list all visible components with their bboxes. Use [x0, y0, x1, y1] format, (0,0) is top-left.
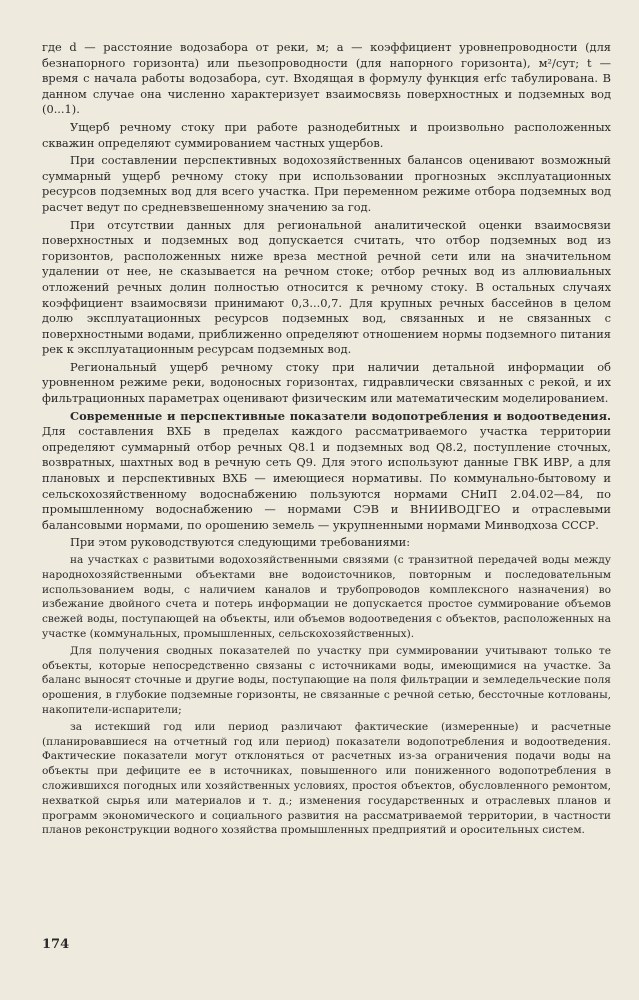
page-number: 174	[42, 937, 70, 952]
paragraph-definitions: где d — расстояние водозабора от реки, м; a — коэффициент уровнепроводности (для безнапорного горизонта) или пьезопроводности (для напорного горизонта), м²/сут; t — время с начала работы водозабора, сут. Входящая в формулу функция erfc табулирована. В данном случае она численно характеризует взаимосвязь поверхностных и подземных вод (0...1).	[42, 40, 611, 117]
paragraph-requirement-2: Для получения сводных показателей по участку при суммировании учитывают только те объекты, которые непосредственно связаны с источниками воды, имеющимися на участке. За баланс выносят сточные и другие воды, поступающие на поля фильтрации и земледельческие поля орошения, в глубокие подземные горизонты, не связанные с речной сетью, бессточные котлованы, накопители-испарители;	[42, 644, 611, 716]
paragraph-regional-damage: Региональный ущерб речному стоку при наличии детальной информации об уровненном режиме реки, водоносных горизонтах, гидравлически связанных с рекой, и их фильтрационных параметрах оценивают физическим или математическим моделированием.	[42, 359, 611, 406]
paragraph-requirement-3: за истекший год или период различают фактические (измеренные) и расчетные (планировавшиеся на отчетный год или период) показатели водопотребления и водоотведения. Фактические показатели могут отклоняться от расчетных из-за ограничения подачи воды на объекты при дефиците ее в источниках, повышенного или пониженного водопотребления в сложившихся погодных или хозяйственных условиях, простоя объектов, обусловленного ремонтом, нехваткой сырья или материалов и т. д.; изменения государственных и отраслевых планов и программ экономического и социального развития на рассматриваемой территории, в частности планов реконструкции водного хозяйства промышленных предприятий и оросительных систем.	[42, 720, 611, 837]
paragraph-damage-wells: Ущерб речному стоку при работе разнодебитных и произвольно расположенных скважин определяют суммированием частных ущербов.	[42, 119, 611, 150]
paragraph-requirements-intro: При этом руководствуются следующими требованиями:	[70, 535, 411, 550]
paragraph-indicators-body: Для составления ВХБ в пределах каждого рассматриваемого участка территории определяют суммарный отбор речных Q8.1 и подземных вод Q8.2, поступление сточных, возвратных, шахтных вод в речную сеть Q9. Для этого используют данные ГВК ИВР, а для плановых и перспективных ВХБ — имеющиеся нормативы. По коммунально-бытовому и сельскохозяйственному водоснабжению пользуются нормами СНиП 2.04.02—84, по промышленному водоснабжению — нормами СЭВ и ВНИИВОДГЕО и отраслевыми балансовыми нормами, по орошению земель — укрупненными нормами Минводхоза СССР.	[42, 424, 611, 532]
paragraph-requirement-1: на участках с развитыми водохозяйственными связями (с транзитной передачей воды между народнохозяйственными объектами вне водоисточников, повторным и последовательным использованием воды, с наличием каналов и трубопроводов комплексного назначения) во избежание двойного счета и потерь информации не допускается простое суммирование объемов свежей воды, поступающей на объекты, или объемов водоотведения с объектов, расположенных на участке (коммунальных, промышленных, сельскохозяйственных).	[42, 554, 611, 640]
paragraph-regional-assessment: При отсутствии данных для региональной аналитической оценки взаимосвязи поверхностных и подземных вод допускается считать, что отбор подземных вод из горизонтов, расположенных ниже вреза местной речной сети или на значительном удалении от нее, не сказывается на речном стоке; отбор речных вод из аллювиальных отложений речных долин полностью относится к речному стоку. В остальных случаях коэффициент взаимосвязи принимают 0,3...0,7. Для крупных речных бассейнов в целом долю эксплуатационных ресурсов подземных вод, связанных и не связанных с поверхностными водами, приближенно определяют отношением нормы подземного питания рек к эксплуатационным ресурсам подземных вод.	[42, 217, 611, 357]
section-heading: Современные и перспективные показатели водопотребления и водоотведения.	[70, 408, 611, 423]
paragraph-perspective-balances: При составлении перспективных водохозяйственных балансов оценивают возможный суммарный ущерб речному стоку при использовании прогнозных эксплуатационных ресурсов подземных вод для всего участка. При переменном режиме отбора подземных вод расчет ведут по средневзвешенному значению за год.	[42, 153, 611, 214]
paragraph-indicators	[42, 409, 611, 534]
